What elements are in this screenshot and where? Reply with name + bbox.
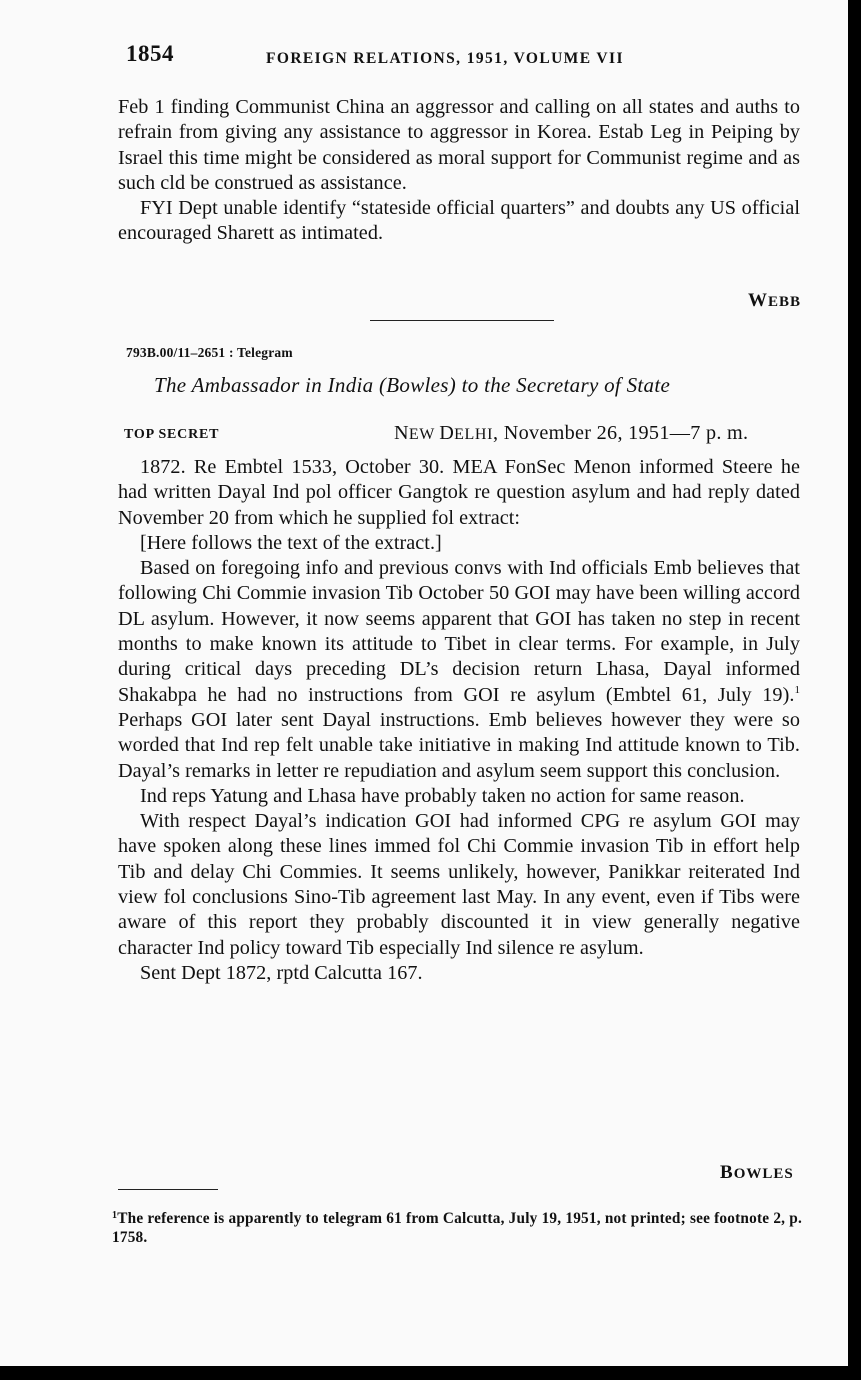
continued-paragraph-1: Feb 1 finding Communist China an aggressor and calling on all states and auths to refrain from giving any assistance to aggressor in Korea. Estab Leg in Peiping by Israel this time might be considered as moral support for Communist regime and as such cld be construed as assistance. xyxy=(118,96,800,194)
telegram-text xyxy=(118,455,800,986)
classification-label: TOP SECRET xyxy=(124,427,220,442)
telegram-paragraph-1: 1872. Re Embtel 1533, October 30. MEA FonSec Menon informed Steere he had written Dayal Ind pol officer Gangtok re question asylum and had reply dated November 20 from which he supplied fol extract: xyxy=(118,456,800,529)
signature-webb: WEBB xyxy=(748,290,802,311)
footnote-text: The reference is apparently to telegram 61 from Calcutta, July 19, 1951, not printed; see footnote 2, p. 1758. xyxy=(112,1210,802,1246)
footnote-divider xyxy=(118,1189,218,1190)
dateline: NEW DELHI, November 26, 1951—7 p. m. xyxy=(394,422,749,444)
telegram-paragraph-4: Ind reps Yatung and Lhasa have probably taken no action for same reason. xyxy=(140,784,745,807)
telegram-paragraph-6: Sent Dept 1872, rptd Calcutta 167. xyxy=(140,961,423,984)
footnote-reference: 1 xyxy=(794,683,800,696)
telegram-paragraph-2: [Here follows the text of the extract.] xyxy=(140,531,442,554)
running-head: FOREIGN RELATIONS, 1951, VOLUME VII xyxy=(266,50,624,67)
document-title: The Ambassador in India (Bowles) to the Secretary of State xyxy=(154,373,671,397)
signature-bowles: BOWLES xyxy=(720,1162,794,1183)
continued-text xyxy=(118,95,800,247)
footnote xyxy=(112,1206,802,1247)
page-header xyxy=(126,41,686,71)
footnote-marker: 1 xyxy=(112,1210,118,1221)
page-number: 1854 xyxy=(126,41,174,66)
section-divider xyxy=(370,320,554,321)
continued-paragraph-2: FYI Dept unable identify “stateside official quarters” and doubts any US official encouraged Sharett as intimated. xyxy=(118,197,800,245)
document-file-id: 793B.00/11–2651 : Telegram xyxy=(126,345,293,360)
telegram-paragraph-5: With respect Dayal’s indication GOI had informed CPG re asylum GOI may have spoken along these lines immed fol Chi Commie invasion Tib in effort help Tib and delay Chi Commies. It seems unlikely, however, Panikkar reiterated Ind view fol conclusions Sino-Tib agreement last May. In any event, even if Tibs were aware of this report they probably discounted it in view generally negative character Ind policy toward Tib especially Ind silence re asylum. xyxy=(118,810,800,959)
telegram-paragraph-3: Based on foregoing info and previous convs with Ind officials Emb believes that following Chi Commie invasion Tib October 50 GOI may have been willing accord DL asylum. However, it now seems apparent that GOI has taken no step in recent months to make known its attitude to Tibet in clear terms. For example, in July during critical days preceding DL’s decision return Lhasa, Dayal informed Shakabpa he had no instructions from GOI re asylum (Embtel 61, July 19).$^1$ Perhaps GOI later sent Dayal instructions. Emb believes however they were so worded that Ind rep felt unable take initiative in making Ind attitude known to Tib. Dayal’s remarks in letter re repudiation and asylum seem support this conclusion. xyxy=(118,557,800,782)
